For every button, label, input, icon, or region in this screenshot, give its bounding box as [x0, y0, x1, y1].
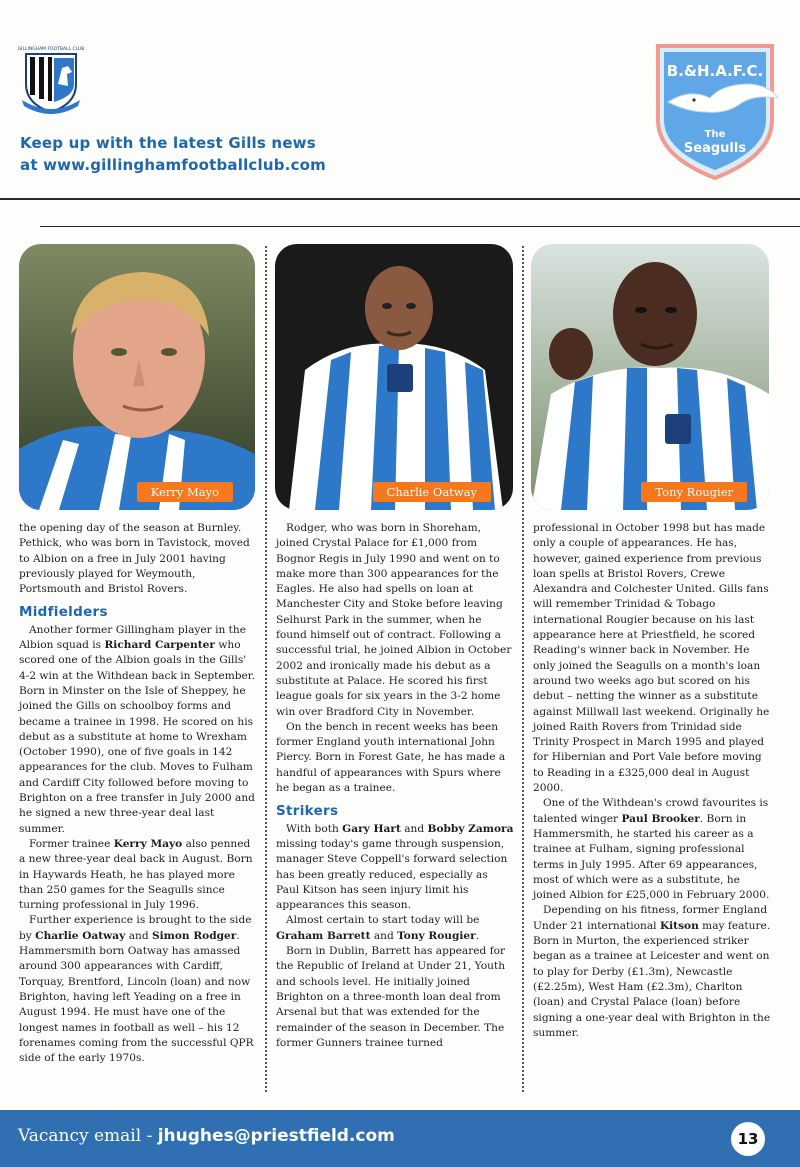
gillingham-crest-icon: [18, 44, 84, 116]
article-column-1: [19, 521, 257, 1066]
badge-bottom-text-1: The: [704, 129, 726, 140]
gills-crest-text: GILLINGHAM FOOTBALL CLUB: [18, 47, 84, 52]
header-line-2[interactable]: at www.gillinghamfootballclub.com: [20, 156, 326, 174]
paragraph: Almost certain to start today will be Graham Barrett and Tony Rougier.: [276, 914, 480, 942]
photo-caption: Charlie Oatway: [373, 482, 491, 502]
photo-caption: Kerry Mayo: [137, 482, 233, 502]
header-promo: [20, 132, 326, 176]
page-footer: [0, 1110, 800, 1167]
paragraph: On the bench in recent weeks has been former England youth international John Piercy. Born in Forest Gate, he has made a handful of appearances with Spurs where he began as a trainee.: [276, 720, 506, 795]
section-heading-strikers: Strikers: [276, 803, 339, 820]
paragraph: With both Gary Hart and Bobby Zamora missing today's game through suspension, manager Steve Coppell's forward selection has been greatly reduced, especially as Paul Kitson has seen injury limit his appearances this season.: [276, 822, 514, 912]
player-photo-icon: [275, 244, 513, 510]
photo-caption: Tony Rougier: [641, 482, 747, 502]
player-photo-icon: [531, 244, 769, 510]
paragraph: Depending on his fitness, former England Under 21 international Kitson may feature. Born in Murton, the experienced striker began as a trainee at Leicester and went on to play for Derby (£1.3m), Newcastle (£2.25m), West Ham (£2.3m), Charlton (loan) and Crystal Palace (loan) before signing a one-year deal with Brighton in the summer.: [533, 904, 771, 1039]
brighton-badge-icon: [650, 40, 780, 182]
photo-tony-rougier: [531, 244, 769, 510]
sub-rule: [40, 226, 800, 227]
paragraph: One of the Withdean's crowd favourites is talented winger Paul Brooker. Born in Hammersmith, he started his career as a trainee at Fulham, signing professional terms in July 1995. After 69 appearances, most of which were as a substitute, he joined Albion for £25,000 in February 2000.: [533, 797, 770, 902]
paragraph: Another former Gillingham player in the Albion squad is Richard Carpenter who scored one of the Albion goals in the Gills' 4-2 win at the Withdean back in September. Born in Minster on the Isle of Sheppey, he joined the Gills on schoolboy forms and became a trainee in 1998. He scored on his debut as a substitute at home to Wrexham (October 1990), one of five goals in 142 appearances for the club. Moves to Fulham and Cardiff City followed before moving to Brighton on a free transfer in July 2000 and he signed a new three-year deal last summer.: [19, 623, 256, 835]
page-number: 13: [731, 1122, 765, 1156]
header-rule: [0, 198, 800, 200]
vacancy-email-link[interactable]: jhughes@priestfield.com: [157, 1126, 395, 1146]
paragraph: Born in Dublin, Barrett has appeared for the Republic of Ireland at Under 21, Youth and schools level. He initially joined Brighton on a three-month loan deal from Arsenal but that was extended for the remainder of the season in December. The former Gunners trainee turned: [276, 945, 506, 1049]
paragraph: Further experience is brought to the side by Charlie Oatway and Simon Rodger. Hammersmith born Oatway has amassed around 300 appearances with Cardiff, Torquay, Brentford, Lincoln (loan) and now Brighton, having left Yeading on a free in August 1994. He must have one of the longest names in football as well – his 12 forenames coming from the successful QPR side of the early 1970s.: [19, 914, 254, 1065]
paragraph: Rodger, who was born in Shoreham, joined Crystal Palace for £1,000 from Bognor Regis in July 1990 and went on to make more than 300 appearances for the Eagles. He also had spells on loan at Manchester City and Stoke before leaving Selhurst Park in the summer, when he found himself out of contract. Following a successful trial, he joined Albion in October 2002 and ironically made his debut as a substitute at Palace. He scored his first league goals for six years in the 3-2 home win over Bradford City in November.: [276, 522, 512, 718]
vacancy-email: [18, 1126, 395, 1146]
paragraph: Former trainee Kerry Mayo also penned a new three-year deal back in August. Born in Haywards Heath, he has played more than 250 games for the Seagulls since turning professional in July 1996.: [19, 837, 253, 912]
badge-bottom-text-2: Seagulls: [683, 141, 747, 156]
paragraph: professional in October 1998 but has made only a couple of appearances. He has, however, gained experience from previous loan spells at Bristol Rovers, Crewe Alexandra and Colchester United. Gills fans will remember Trinidad & Tobago international Rougier because on his last appearance here at Priestfield, he scored Reading's winner back in November. He only joined the Seagulls on a month's loan around two weeks ago but scored on his debut – netting the winner as a substitute against Millwall last weekend. Originally he joined Raith Rovers from Trinidad side Trinity Prospect in March 1995 and played for Hibernian and Port Vale before moving to Reading in a £325,000 deal in August 2000.: [533, 522, 770, 795]
player-photo-icon: [19, 244, 255, 510]
article-column-3: [533, 521, 773, 1041]
badge-top-text: B.&H.A.F.C.: [666, 62, 764, 80]
photo-charlie-oatway: [275, 244, 513, 510]
article-column-2: [276, 521, 514, 1051]
column-divider: [522, 246, 524, 1092]
vacancy-label: Vacancy email -: [18, 1126, 158, 1146]
paragraph: the opening day of the season at Burnley. Pethick, who was born in Tavistock, moved to Albion on a free in July 2001 having previously played for Weymouth, Portsmouth and Bristol Rovers.: [19, 522, 250, 596]
column-divider: [265, 246, 267, 1092]
section-heading-midfielders: Midfielders: [19, 604, 108, 621]
page-header: [0, 0, 800, 200]
header-line-1: Keep up with the latest Gills news: [20, 134, 316, 152]
photo-kerry-mayo: [19, 244, 255, 510]
